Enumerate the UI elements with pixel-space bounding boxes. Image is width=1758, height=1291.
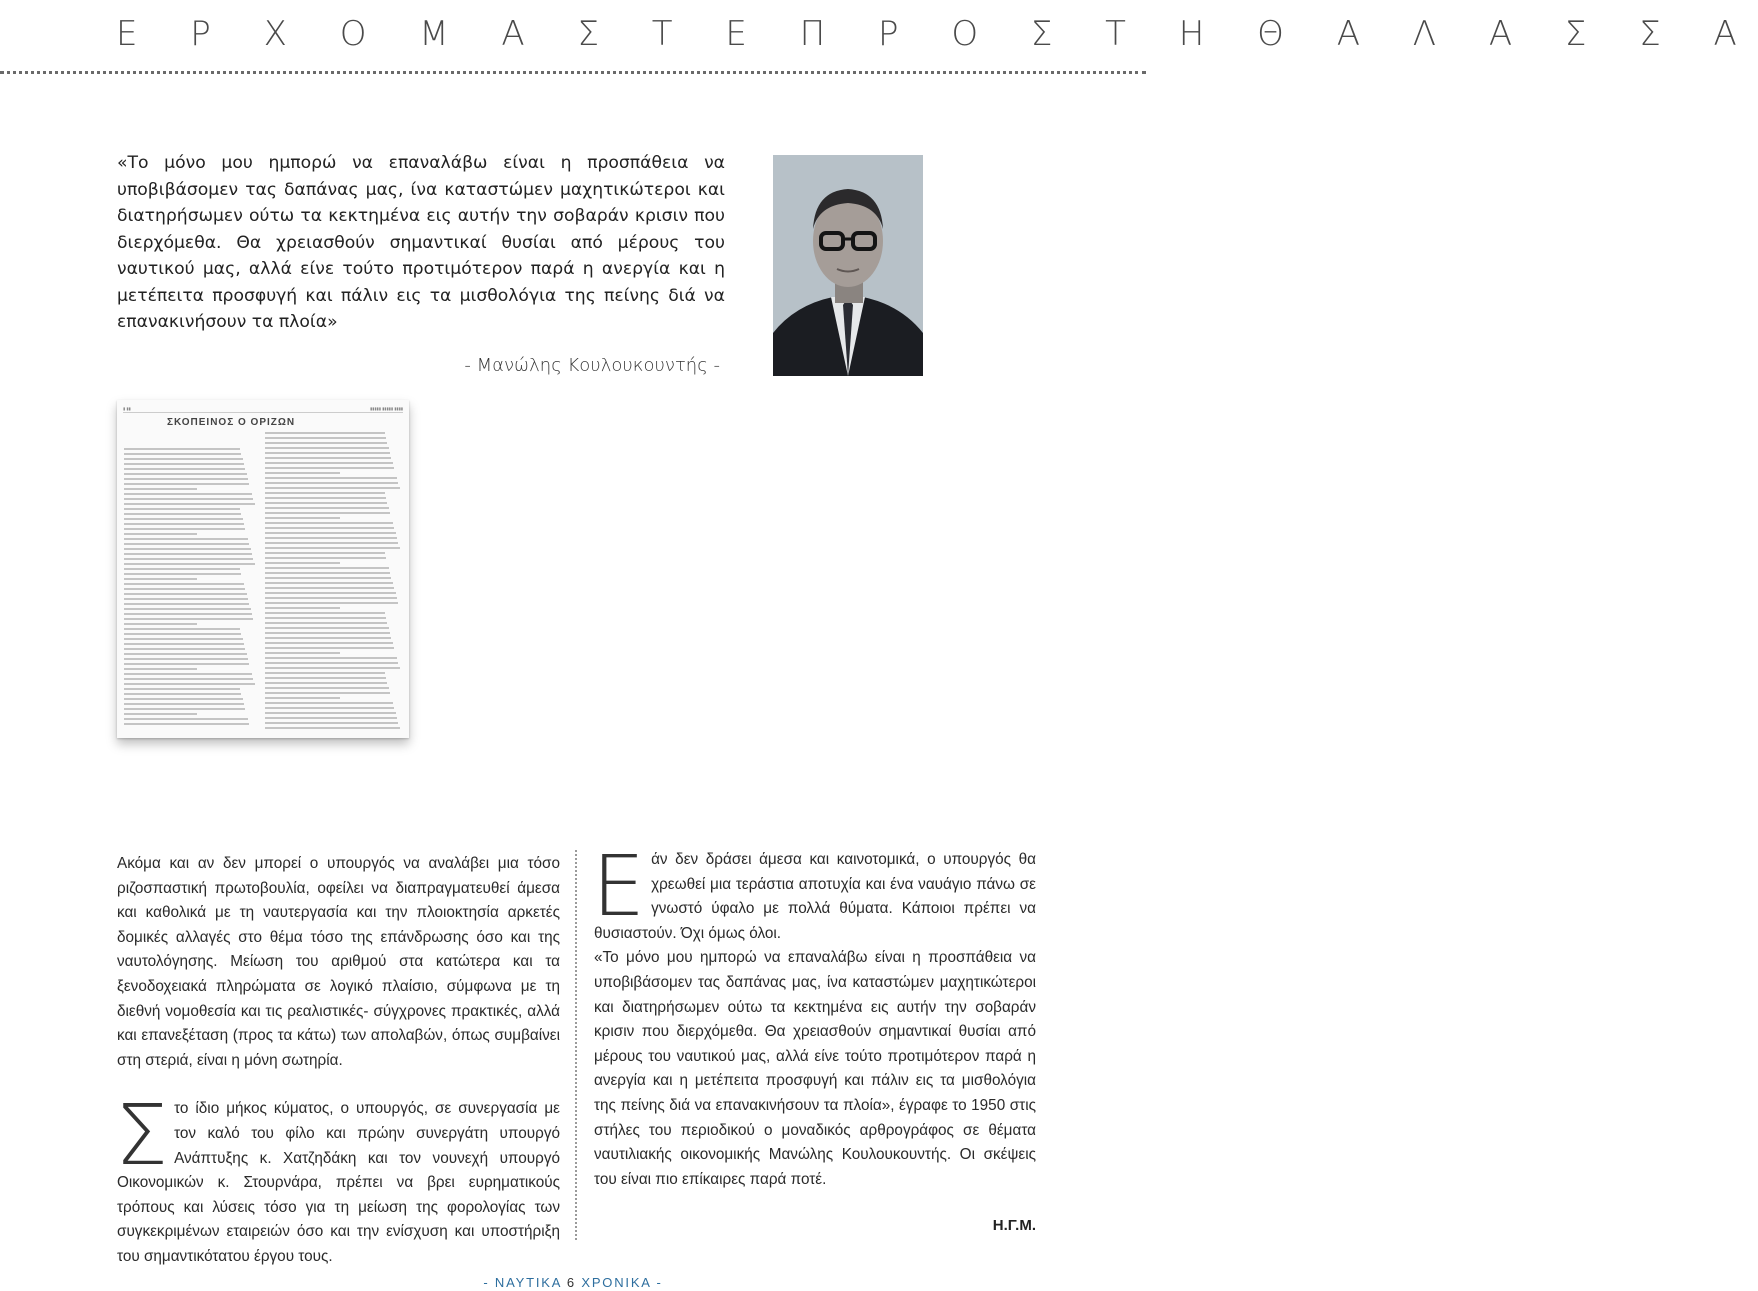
clipping-text-line: [265, 607, 340, 609]
clipping-text-line: [265, 562, 340, 564]
clipping-text-line: [124, 708, 245, 710]
clipping-text-line: [265, 457, 391, 459]
page-footer: [0, 1275, 1146, 1290]
header-dotted-rule: [0, 71, 1146, 74]
clipping-text-line: [265, 622, 387, 624]
left-paragraph-1: Ακόμα και αν δεν μπορεί ο υπουργός να αναλάβει μια τόσο ριζοσπαστική πρωτοβουλία, οφείλει να διαπραγματευθεί άμεσα και καθολικά με τη ναυτεργασία και την πλοιοκτησία αρκετές δομικές αλλαγές στο θέμα τόσο της επάνδρωσης όσο και της ναυτολόγησης. Μείωση του αριθμού στα κατώτερα και τα ξενοδοχειακά πληρώματα σε λογικό πλαίσιο, σύμφωνα με τη διεθνή νομοθεσία και τις ρεαλιστικές- σύγχρονες πρακτικές, αλλά και επανεξέταση (προς τα κάτω) των απολαβών, όπως συμβαίνει στη στεριά, είναι η μόνη σωτηρία.: [117, 855, 560, 1069]
clipping-text-line: [265, 587, 394, 589]
clipping-text-line: [265, 702, 393, 704]
clipping-text-line: [124, 678, 253, 680]
clipping-text-line: [265, 652, 340, 654]
clipping-text-line: [265, 462, 393, 464]
clipping-text-line: [124, 653, 247, 655]
clipping-text-line: [124, 613, 252, 615]
right-paragraph-1: άν δεν δράσει άμεσα και καινοτομικά, ο υπουργός θα χρεωθεί μια τεράστια αποτυχία και ένα ναυάγιο πάνω σε γνωστό ύφαλο με πολλά θύματα. Κάποιοι πρέπει να θυσιαστούν. Όχι όμως όλοι.: [594, 851, 1036, 942]
clipping-text-line: [265, 482, 398, 484]
clipping-text-line: [124, 598, 248, 600]
clipping-text-line: [124, 578, 197, 580]
clipping-text-line: [124, 483, 249, 485]
clipping-text-line: [124, 583, 244, 585]
magazine-section-title: Ε Ρ Χ Ο Μ Α Σ Τ Ε Π Ρ Ο Σ Τ Η Θ Α Λ Α Σ Σ Α: [116, 14, 1758, 54]
column-divider: [575, 850, 577, 1240]
clipping-text-line: [265, 582, 393, 584]
clipping-text-line: [265, 642, 393, 644]
clipping-text-line: [124, 503, 255, 505]
clipping-text-line: [124, 488, 197, 490]
clipping-text-line: [124, 463, 244, 465]
clipping-text-line: [265, 437, 386, 439]
left-column: [117, 852, 560, 1270]
clipping-text-line: [124, 548, 251, 550]
clipping-text-line: [265, 467, 394, 469]
clipping-text-line: [265, 717, 397, 719]
clipping-text-line: [265, 707, 394, 709]
clipping-text-line: [265, 537, 397, 539]
clipping-text-line: [124, 473, 247, 475]
clipping-text-line: [265, 697, 340, 699]
portrait-illustration: [773, 155, 923, 376]
clipping-text-line: [124, 528, 245, 530]
clipping-text-line: [265, 522, 393, 524]
clipping-text-line: [265, 592, 396, 594]
clipping-text-line: [124, 668, 197, 670]
clipping-text-line: [265, 682, 387, 684]
clipping-text-line: [265, 527, 394, 529]
clipping-text-line: [265, 432, 385, 434]
clipping-text-line: [265, 657, 397, 659]
clipping-text-line: [124, 513, 241, 515]
clipping-text-line: [124, 588, 245, 590]
footer-left: - ΝΑΥΤΙΚΑ: [483, 1275, 562, 1290]
clipping-text-line: [265, 532, 396, 534]
clipping-text-line: [265, 552, 385, 554]
clipping-text-line: [265, 627, 389, 629]
clipping-text-line: [124, 458, 243, 460]
clipping-text-line: [124, 543, 249, 545]
clipping-text-line: [265, 637, 391, 639]
clipping-text-line: [265, 492, 385, 494]
left-paragraph-2: το ίδιο μήκος κύματος, ο υπουργός, σε συνεργασία με τον καλό του φίλο και πρώην συνεργάτη υπουργό Ανάπτυξης κ. Χατζηδάκη και τον νουνεχή υπουργό Οικονομικών κ. Στουρνάρα, πρέπει να βρει ευρηματικούς τρόπους και λύσεις τόσο για τη μείωση της φορολογίας των συγκεκριμένων εταιρειών όσο και την ενίσχυση και υποστήριξη του σημαντικότατου έργου τους.: [117, 1100, 560, 1265]
clipping-text-line: [124, 648, 245, 650]
clipping-text-line: [265, 612, 385, 614]
clipping-text-line: [124, 593, 247, 595]
clipping-text-line: [124, 558, 253, 560]
clipping-text-line: [265, 597, 397, 599]
clipping-text-line: [124, 638, 243, 640]
clipping-text-line: [124, 573, 241, 575]
clipping-text-line: [265, 447, 389, 449]
clipping-text-line: [265, 557, 386, 559]
clipping-masthead-line: ▮ ▮▮ ▮▮▮▮▮ ▮▮▮▮▮ ▮▮▮▮: [123, 406, 403, 411]
author-signature: Η.Γ.Μ.: [992, 1217, 1036, 1234]
clipping-text-line: [265, 687, 389, 689]
clipping-text-line: [265, 647, 394, 649]
clipping-text-line: [124, 493, 252, 495]
clipping-text-line: [124, 618, 253, 620]
clipping-text-line: [124, 688, 240, 690]
clipping-text-line: [265, 632, 390, 634]
clipping-text-line: [124, 723, 249, 725]
clipping-text-line: [124, 568, 240, 570]
clipping-text-line: [124, 673, 252, 675]
clipping-text-line: [124, 628, 240, 630]
clipping-text-line: [124, 698, 243, 700]
clipping-text-line: [265, 722, 398, 724]
portrait-photo: [773, 155, 923, 376]
clipping-text-line: [265, 477, 397, 479]
clipping-text-line: [265, 547, 400, 549]
right-paragraph-2: «Το μόνο μου ημπορώ να επαναλάβω είναι η προσπάθεια να υποβιβάσομεν τας δαπάνας μας, ίνα καταστώμεν μαχητικώτεροι και διατηρήσωμεν ούτω τα κεκτημένα εις αυτήν την σοβαράν κρισιν που διερχόμεθα. Θα χρειασθούν σημαντικαί θυσίαι από μέρους του ναυτικού μας, αλλά είνε τούτο προτιμότερον παρά η ανεργία και η μετέπειτα προσφυγή και πάλιν εις τα μισθολόγια της πείνης διά να επανακινήσουν τα πλοία», έγραφε το 1950 στις στήλες του περιοδικού ο μοναδικός αρθρογράφος σε θέματα ναυτιλιακής οικονομικής Μανώλης Κουλουκουντής. Οι σκέψεις του είναι πιο επίκαιρες παρά ποτέ.: [594, 949, 1036, 1188]
archive-article-clipping: [117, 400, 409, 738]
clipping-text-line: [265, 672, 385, 674]
page-number: 6: [566, 1275, 576, 1290]
dropcap-epsilon: Ε: [592, 837, 646, 935]
right-paragraph-1-wrapper: [592, 837, 1036, 946]
clipping-text-line: [124, 663, 249, 665]
clipping-text-line: [265, 662, 398, 664]
clipping-text-line: [124, 693, 241, 695]
clipping-text-line: [265, 677, 386, 679]
clipping-right-column: [265, 432, 401, 732]
clipping-text-line: [265, 712, 396, 714]
clipping-text-line: [124, 518, 243, 520]
clipping-text-line: [124, 478, 248, 480]
clipping-text-line: [265, 617, 386, 619]
clipping-text-line: [265, 517, 340, 519]
clipping-text-line: [265, 472, 340, 474]
clipping-text-line: [124, 563, 255, 565]
clipping-text-line: [265, 442, 387, 444]
clipping-text-line: [124, 643, 244, 645]
clipping-text-line: [265, 542, 398, 544]
clipping-text-line: [265, 727, 400, 729]
clipping-text-line: [265, 572, 390, 574]
pull-quote: «Το μόνο μου ημπορώ να επαναλάβω είναι η προσπάθεια να υποβιβάσομεν τας δαπάνας μας, ίνα καταστώμεν μαχητικώτεροι και διατηρήσωμεν ούτω τα κεκτημένα εις αυτήν την σοβαράν κρισιν που διερχόμεθα. Θα χρειασθούν σημαντικαί θυσίαι από μέρους του ναυτικού μας, αλλά είνε τούτο προτιμότερον παρά η ανεργία και η μετέπειτα προσφυγή και πάλιν εις τα μισθολόγια της πείνης διά να επανακινήσουν τα πλοία»: [117, 153, 725, 332]
clipping-text-line: [265, 602, 398, 604]
clipping-text-line: [124, 553, 252, 555]
left-paragraph-2-wrapper: [115, 1086, 560, 1269]
clipping-text-line: [124, 633, 241, 635]
clipping-text-line: [265, 667, 400, 669]
clipping-text-line: [124, 713, 197, 715]
clipping-text-line: [124, 533, 197, 535]
clipping-text-line: [124, 453, 241, 455]
clipping-headline: ΣΚΟΠΕΙΝΟΣ Ο ΟΡΙΖΩΝ: [167, 417, 296, 428]
clipping-text-line: [124, 538, 248, 540]
dropcap-sigma: Σ: [115, 1086, 169, 1185]
clipping-text-line: [265, 567, 389, 569]
pull-quote-author: - Μανώλης Κουλουκουντής -: [464, 355, 720, 376]
clipping-text-line: [265, 487, 400, 489]
clipping-text-line: [124, 658, 248, 660]
right-column: [592, 837, 1036, 1192]
clipping-text-line: [124, 718, 248, 720]
clipping-text-line: [124, 623, 197, 625]
footer-right: ΧΡΟΝΙΚΑ -: [581, 1275, 663, 1290]
clipping-text-line: [124, 508, 240, 510]
clipping-text-line: [124, 703, 244, 705]
clipping-text-line: [124, 523, 244, 525]
clipping-text-line: [124, 468, 245, 470]
clipping-text-line: [124, 683, 255, 685]
clipping-text-line: [265, 452, 390, 454]
clipping-text-line: [124, 448, 240, 450]
clipping-text-line: [265, 692, 390, 694]
clipping-text-line: [124, 608, 251, 610]
clipping-text-line: [124, 603, 249, 605]
clipping-text-line: [265, 507, 389, 509]
clipping-text-line: [265, 512, 390, 514]
clipping-text-line: [265, 497, 386, 499]
clipping-left-column: [124, 448, 256, 728]
clipping-text-line: [265, 502, 387, 504]
clipping-text-line: [265, 577, 391, 579]
clipping-text-line: [124, 498, 253, 500]
